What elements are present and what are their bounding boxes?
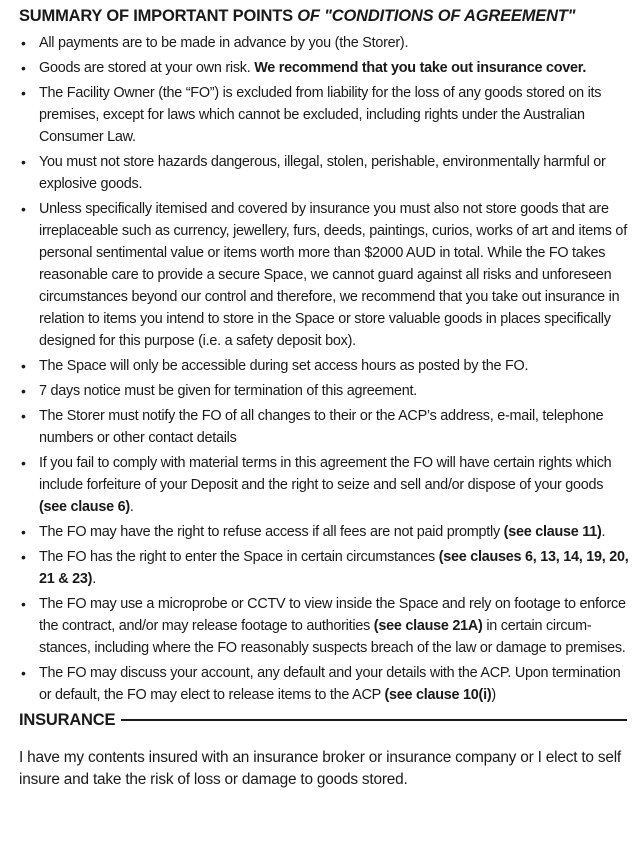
point-text: . bbox=[601, 524, 606, 540]
point-text: The Space will only be accessible during set access hours as posted by the FO. bbox=[39, 358, 529, 374]
bullet-icon: • bbox=[21, 60, 26, 76]
point-text: 7 days notice must be given for termination of this agreement. bbox=[39, 383, 418, 399]
list-item bbox=[19, 32, 629, 54]
bullet-icon: • bbox=[21, 455, 26, 471]
point-text: You must not store hazards dangerous, illegal, stolen, perishable, environmentally harmful or explosive goods. bbox=[39, 154, 606, 192]
point-text-bold: We recommend that you take out insurance cover. bbox=[254, 60, 587, 76]
point-text: in certain circum-stances, including where the FO reasonably suspects breach of the law or damage to premises. bbox=[39, 618, 626, 656]
point-text-bold: (see clauses 6, 13, 14, 19, 20, 21 & 23) bbox=[39, 549, 629, 587]
list-item bbox=[19, 57, 629, 79]
list-item bbox=[19, 662, 629, 706]
point-text-bold: (see clause 10(i) bbox=[384, 687, 492, 703]
point-text: If you fail to comply with material terms in this agreement the FO will have certain rights which include forfeiture of your Deposit and the right to seize and sell and/or dispose of your goods bbox=[39, 455, 612, 493]
list-item bbox=[19, 452, 629, 518]
bullet-icon: • bbox=[21, 549, 26, 565]
bullet-icon: • bbox=[21, 524, 26, 540]
bullet-icon: • bbox=[21, 154, 26, 170]
point-text: Unless specifically itemised and covered by insurance you must also not store goods that are irreplaceable such as currency, jewellery, furs, deeds, paintings, curios, works of art and items of personal sentimental value or items worth more than $2000 AUD in total. While the FO takes reasonable care to provide a secure Space, we cannot guard against all risks and unforeseen circumstances beyond our control and therefore, we recommend that you take out insurance in relation to items you intend to store in the Space or store valuable goods in places specifically designed for this purpose (i.e. a safety deposit box). bbox=[39, 201, 627, 349]
bullet-icon: • bbox=[21, 358, 26, 374]
insurance-heading-label: INSURANCE bbox=[19, 710, 116, 729]
point-text-bold: (see clause 21A) bbox=[373, 618, 483, 634]
point-text-bold: (see clause 11) bbox=[503, 524, 602, 540]
list-item bbox=[19, 355, 629, 377]
list-item bbox=[19, 521, 629, 543]
list-item bbox=[19, 405, 629, 449]
list-item bbox=[19, 546, 629, 590]
bullet-icon: • bbox=[21, 665, 26, 681]
summary-title-italic: OF "CONDITIONS OF AGREEMENT" bbox=[297, 7, 576, 25]
summary-title bbox=[19, 6, 629, 26]
bullet-icon: • bbox=[21, 85, 26, 101]
insurance-heading-rule bbox=[121, 719, 627, 721]
list-item bbox=[19, 82, 629, 148]
important-points-list bbox=[19, 32, 629, 706]
summary-title-prefix: SUMMARY OF IMPORTANT POINTS bbox=[19, 7, 298, 25]
bullet-icon: • bbox=[21, 383, 26, 399]
point-text: The Facility Owner (the “FO”) is excluded from liability for the loss of any goods stored on its premises, except for laws which cannot be excluded, including rights under the Australian Consumer Law. bbox=[39, 85, 602, 145]
point-text: The FO may discuss your account, any default and your details with the ACP. Upon termination or default, the FO may elect to release items to the ACP bbox=[39, 665, 621, 703]
point-text: . bbox=[92, 571, 96, 587]
point-text: ) bbox=[491, 687, 496, 703]
bullet-icon: • bbox=[21, 35, 26, 51]
list-item bbox=[19, 198, 629, 352]
point-text: All payments are to be made in advance by you (the Storer). bbox=[39, 35, 409, 51]
insurance-heading bbox=[19, 709, 629, 731]
point-text: . bbox=[129, 499, 134, 515]
insurance-statement: I have my contents insured with an insurance broker or insurance company or I elect to self insure and take the risk of loss or damage to goods stored. bbox=[19, 749, 622, 788]
list-item bbox=[19, 380, 629, 402]
point-text: Goods are stored at your own risk. bbox=[39, 60, 255, 76]
point-text: The FO may have the right to refuse access if all fees are not paid promptly bbox=[39, 524, 504, 540]
list-item bbox=[19, 151, 629, 195]
point-text: The FO has the right to enter the Space in certain circumstances bbox=[39, 549, 439, 565]
point-text: The FO may use a microprobe or CCTV to view inside the Space and rely on footage to enforce the contract, and/or may release footage to authorities bbox=[39, 596, 626, 634]
point-text: The Storer must notify the FO of all changes to their or the ACP’s address, e-mail, telephone numbers or other contact details bbox=[39, 408, 604, 446]
bullet-icon: • bbox=[21, 596, 26, 612]
point-text-bold: (see clause 6) bbox=[39, 499, 130, 515]
bullet-icon: • bbox=[21, 408, 26, 424]
list-item bbox=[19, 593, 629, 659]
bullet-icon: • bbox=[21, 201, 26, 217]
